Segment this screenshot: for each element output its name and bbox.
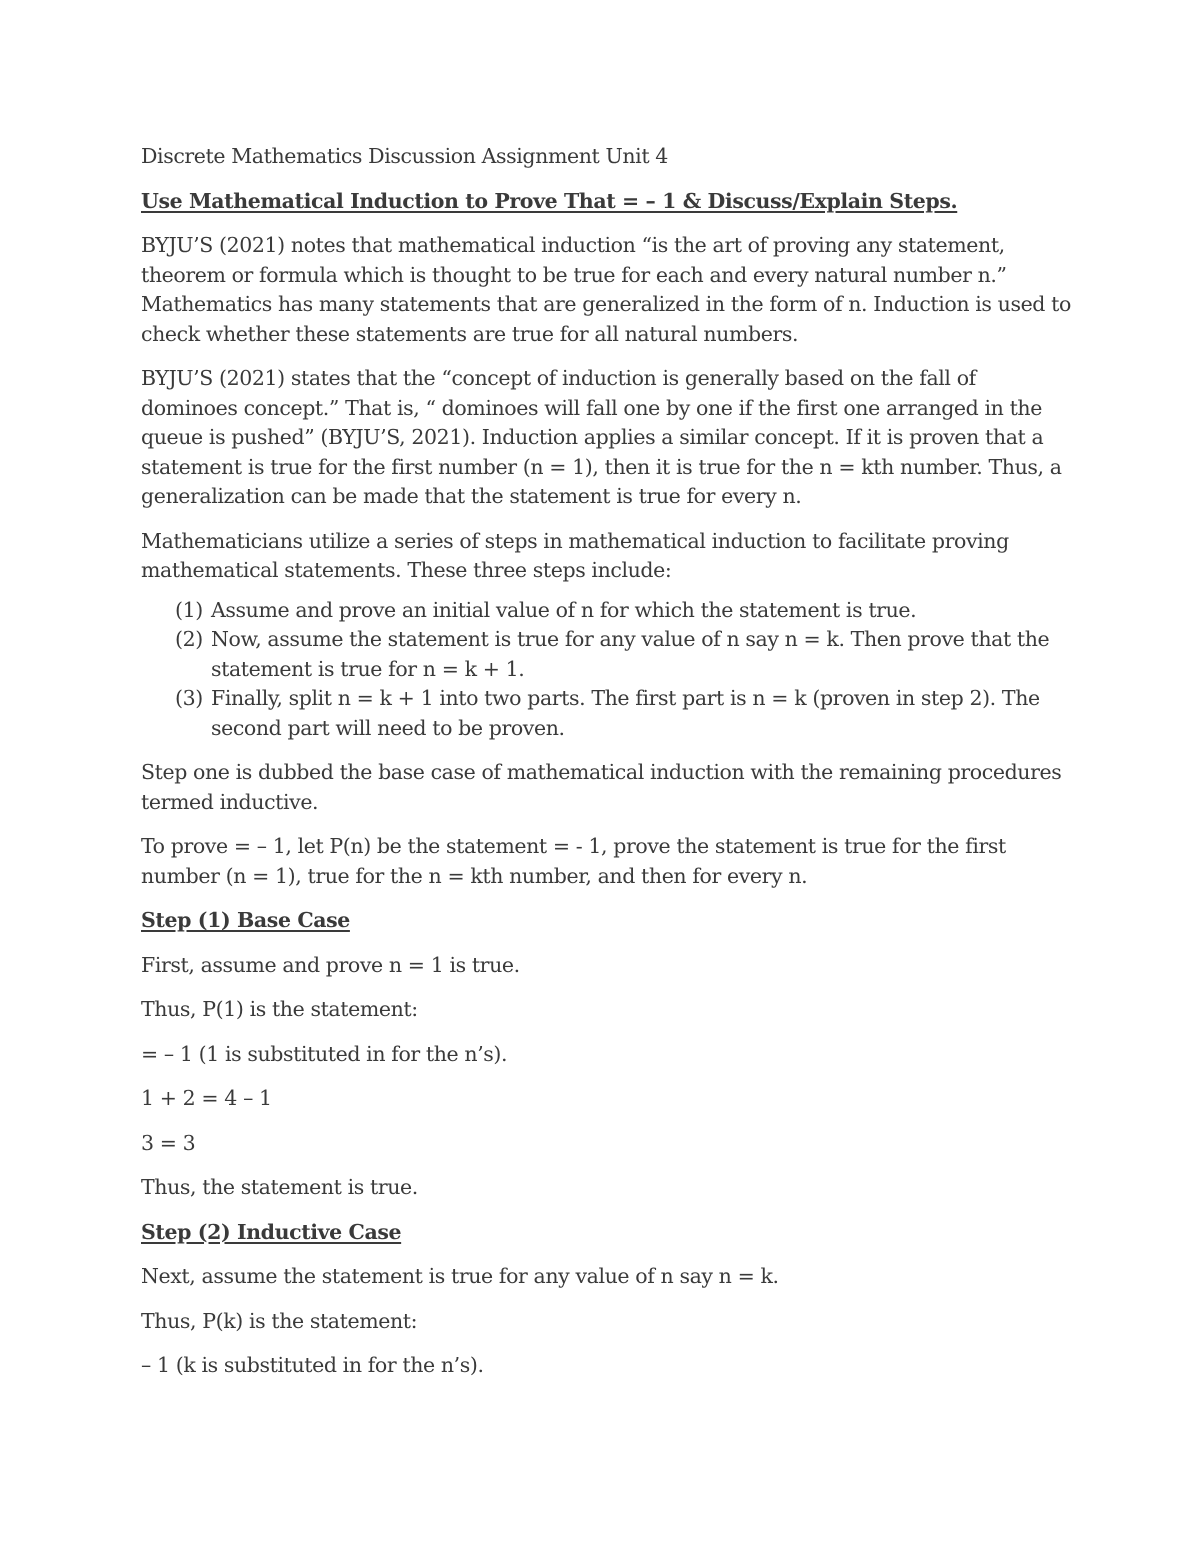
list-item-number: (3) — [175, 686, 203, 710]
paragraph-base-case-note: Step one is dubbed the base case of mathematical induction with the remaining procedures termed inductive. — [141, 760, 1062, 814]
list-item-text: Now, assume the statement is true for any value of n say n = k. Then prove that the statement is true for n = k + 1. — [211, 627, 1050, 681]
list-item-text: Finally, split n = k + 1 into two parts. The first part is n = k (proven in step 2). The second part will need to be proven. — [211, 686, 1040, 740]
step1-line: 3 = 3 — [141, 1130, 196, 1155]
list-item-number: (1) — [175, 597, 203, 622]
document-page — [141, 142, 1071, 1396]
paragraph-definition: BYJU’S (2021) notes that mathematical induction “is the art of proving any statement, theorem or formula which is thought to be true for each and every natural number n.” Mathematics has many statements that are generalized in the form of n. Induction is used to check whether these statements are true for all natural numbers. — [141, 233, 1071, 346]
document-title: Discrete Mathematics Discussion Assignment Unit 4 — [141, 144, 668, 168]
step2-line: Next, assume the statement is true for any value of n say n = k. — [141, 1264, 779, 1288]
step1-line: First, assume and prove n = 1 is true. — [141, 952, 520, 977]
step1-line: Thus, the statement is true. — [141, 1175, 418, 1199]
list-item-number: (2) — [175, 627, 203, 651]
paragraph-steps-intro: Mathematicians utilize a series of steps in mathematical induction to facilitate proving mathematical statements. These three steps include: — [141, 528, 1009, 582]
paragraph-to-prove: To prove = – 1, let P(n) be the statement = - 1, prove the statement is true for the first number (n = 1), true for the n = kth number, and then for every n. — [141, 834, 1006, 888]
paragraph-dominoes: BYJU’S (2021) states that the “concept of induction is generally based on the fall of dominoes concept.” That is, “ dominoes will fall one by one if the first one arranged in the queue is pushed” (BYJU’S, 2021). Induction applies a similar concept. If it is proven that a statement is true for the first number (n = 1), then it is true for the n = kth number. Thus, a generalization can be made that the statement is true for every n. — [141, 366, 1062, 508]
step2-line: Thus, P(k) is the statement: — [141, 1308, 418, 1333]
step2-heading: Step (2) Inductive Case — [141, 1219, 402, 1244]
section-heading: Use Mathematical Induction to Prove That = – 1 & Discuss/Explain Steps. — [141, 188, 958, 213]
list-item — [141, 596, 1071, 626]
step1-line: Thus, P(1) is the statement: — [141, 997, 418, 1021]
list-item — [141, 684, 1071, 743]
list-item-text: Assume and prove an initial value of n for which the statement is true. — [211, 597, 917, 622]
list-item — [141, 625, 1071, 684]
steps-list — [141, 596, 1071, 744]
step1-heading: Step (1) Base Case — [141, 908, 350, 932]
step1-line: = – 1 (1 is substituted in for the n’s). — [141, 1041, 508, 1066]
step1-line: 1 + 2 = 4 – 1 — [141, 1086, 272, 1110]
step2-line: – 1 (k is substituted in for the n’s). — [141, 1353, 484, 1377]
